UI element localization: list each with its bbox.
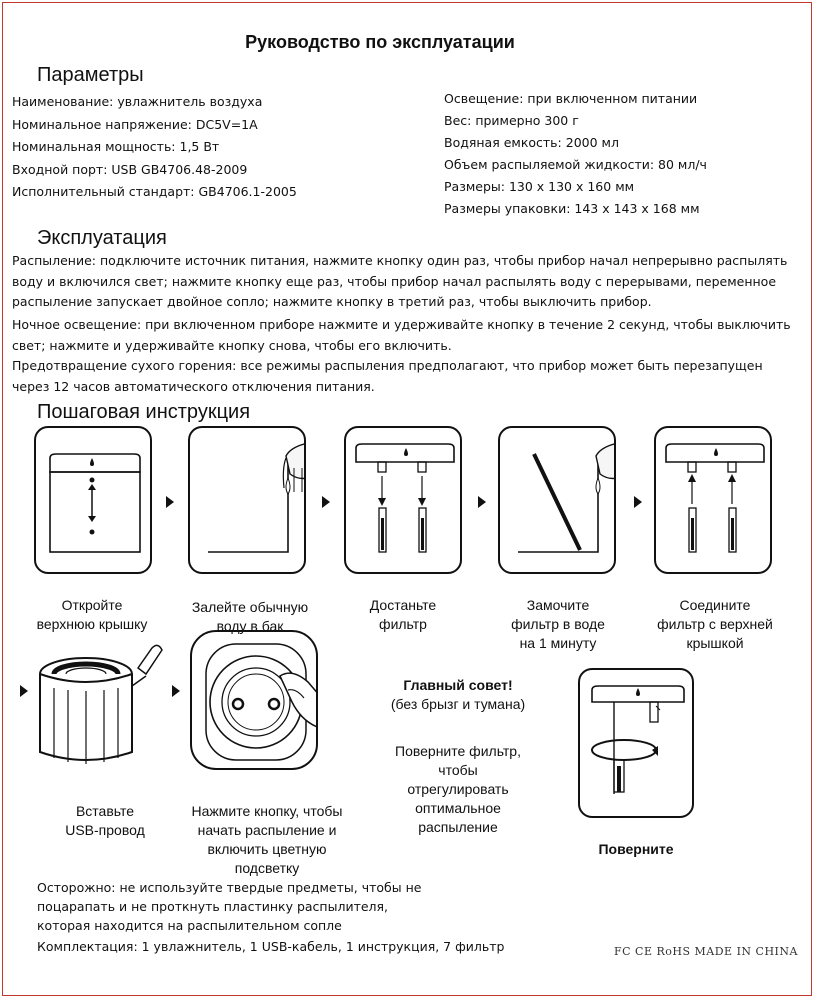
param-lighting: Освещение: при включенном питании — [444, 91, 698, 106]
tip-text: Поверните фильтр, чтобы отрегулировать оптимальное распыление — [395, 743, 521, 835]
param-weight: Вес: примерно 300 г — [444, 113, 579, 128]
step-arrow-icon — [172, 685, 180, 697]
param-standard: Исполнительный стандарт: GB4706.1-2005 — [12, 184, 297, 199]
step-3-caption: Достаньте фильтр — [369, 597, 437, 632]
step-1-image — [34, 426, 152, 574]
param-package-size: Размеры упаковки: 143 x 143 x 168 мм — [444, 201, 700, 216]
tip-subtitle: (без брызг и тумана) — [390, 696, 526, 712]
param-power: Номинальная мощность: 1,5 Вт — [12, 139, 220, 154]
certification-marks: FC CE RoHS MADE IN CHINA — [614, 945, 798, 958]
param-size: Размеры: 130 x 130 x 160 мм — [444, 179, 635, 194]
tip-title: Главный совет! — [403, 677, 513, 693]
step-arrow-icon — [634, 496, 642, 508]
param-port: Входной порт: USB GB4706.48-2009 — [12, 161, 248, 177]
step-7-image — [190, 630, 318, 770]
param-voltage: Номинальное напряжение: DC5V=1A — [12, 116, 258, 132]
page-title: Руководство по эксплуатации — [245, 32, 515, 52]
step-6-image — [34, 628, 164, 778]
param-spray-volume: Объем распыляемой жидкости: 80 мл/ч — [444, 157, 707, 172]
step-3-image — [344, 426, 462, 574]
caution-text: Осторожно: не используйте твердые предметы, чтобы не поцарапать и не проткнуть пластинку распылителя, которая находится на распылительном сопле — [37, 880, 422, 933]
params-left-list — [12, 92, 297, 203]
turn-label: Поверните — [598, 841, 674, 857]
step-4-image — [498, 426, 616, 574]
operation-dry-text: Предотвращение сухого горения: все режимы распыления предполагают, что прибор может быть перезапущен через 12 часов автоматического отключения питания. — [12, 358, 763, 394]
param-capacity: Водяная емкость: 2000 мл — [444, 135, 619, 150]
step-1-caption: Откройте верхнюю крышку — [36, 597, 148, 632]
step-5-caption: Соедините фильтр с верхней крышкой — [657, 597, 773, 651]
steps-heading: Пошаговая инструкция — [37, 401, 251, 423]
step-7-caption: Нажмите кнопку, чтобы начать распыление и включить цветную подсветку — [191, 803, 343, 876]
params-right-list — [444, 88, 707, 220]
operation-heading: Эксплуатация — [37, 227, 167, 249]
operation-night-text: Ночное освещение: при включенном приборе нажмите и удерживайте кнопку в течение 2 секунд, чтобы выключить свет; нажмите и удерживайте кнопку снова, чтобы его включить. — [12, 317, 791, 353]
step-arrow-icon — [20, 685, 28, 697]
step-4-caption: Замочите фильтр в воде на 1 минуту — [511, 597, 605, 651]
step-6-caption: Вставьте USB-провод — [65, 803, 145, 838]
step-arrow-icon — [478, 496, 486, 508]
operation-spray-text: Распыление: подключите источник питания, нажмите кнопку один раз, чтобы прибор начал непрерывно распылять воду и включился свет; нажмите кнопку еще раз, чтобы прибор начал распылять воду с перерывами, переменное распыление запускает двойное сопло; нажмите кнопку в третий раз, чтобы выключить прибор. — [12, 253, 788, 309]
step-2-image — [188, 426, 306, 574]
step-2-caption: Залейте обычную воду в бак — [191, 599, 309, 634]
turn-filter-image — [578, 668, 694, 818]
params-heading: Параметры — [37, 64, 144, 86]
param-name: Наименование: увлажнитель воздуха — [12, 94, 263, 109]
kit-contents: Комплектация: 1 увлажнитель, 1 USB-кабель, 1 инструкция, 7 фильтр — [37, 939, 505, 954]
step-arrow-icon — [322, 496, 330, 508]
step-5-image — [654, 426, 772, 574]
step-arrow-icon — [166, 496, 174, 508]
